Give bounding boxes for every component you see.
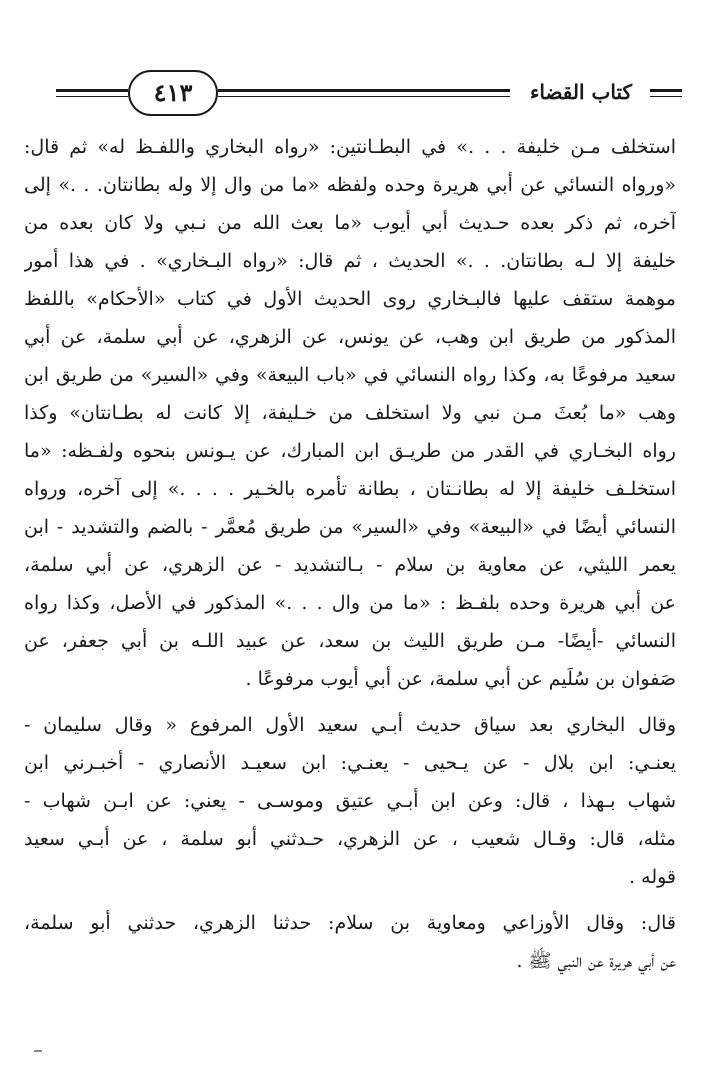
paragraph-1 (24, 128, 676, 698)
text-line: قال: وقال الأوزاعي ومعاوية بن سلام: حدثنا الزهري، حدثني أبو سلمة، (24, 912, 676, 934)
text-line: المذكور من طريق ابن وهب، عن يونس، عن الزهري، عن أبي سلمة، عن أبي (24, 326, 676, 348)
text-line: يعنـي: ابن بلال - عن يـحيى - يعنـي: ابن سعيـد الأنصاري - أخبـرني ابن (24, 752, 676, 774)
page-corner-mark (34, 1050, 42, 1052)
text-line: استخلـف خليفة إلا له بطانـتان ، بطانة تأمره بالخـير . . . .» إلى آخره، ورواه (24, 478, 676, 500)
paragraph-3 (24, 904, 676, 980)
text-line: قوله . (629, 866, 676, 888)
running-header (56, 66, 682, 122)
text-line: موهمة ستقف عليها فالبـخاري روى الحديث الأول في كتاب «الأحكام» باللفظ (24, 288, 676, 310)
text-line: وهب «ما بُعثَ مـن نبي ولا استخلف من خـليفة، إلا كانت له بطـانتان» وكذا (24, 402, 676, 424)
header-rule-middle (218, 89, 510, 97)
text-line: شهاب بـهذا ، قال: وعن ابن أبـي عتيق وموسـى - يعني: عن ابـن شهاب - (24, 790, 676, 812)
paragraph-gap (24, 698, 676, 706)
book-title: كتاب القضاء (529, 80, 633, 104)
text-line: استخلف مـن خليفة . . .» في البطـانتين: «رواه البخاري واللفـظ له» ثم قال: (24, 136, 676, 158)
text-line: يعمر الليثي، عن معاوية بن سلام - بـالتشديد - عن الزهري، عن أبي سلمة، (24, 554, 676, 576)
text-line: النسائي -أيضًا- مـن طريق الليث بن سعد، عن عبيد اللـه بن أبي جعفر، عن (24, 630, 676, 652)
text-line: خليفة إلا لـه بطانتان. . .» الحديث ، ثم قال: «رواه البـخاري» . في هذا أمور (24, 250, 676, 272)
header-rule-left (56, 89, 128, 97)
paragraph-2 (24, 706, 676, 896)
page-body (24, 128, 676, 980)
text-line: رواه البخـاري في القدر من طريـق ابن المبارك، عن يـونس بنحوه ولفـظه: «ما (24, 440, 676, 462)
header-rule-right (650, 89, 682, 97)
text-line: «ورواه النسائي عن أبي هريرة وحده ولفظه «ما من وال إلا وله بطانتان. . .» إلى (24, 174, 676, 196)
text-line: عن أبي هريرة عن النبي ﷺ . (516, 950, 676, 972)
text-line: صَفوان بن سُلَيم عن أبي سلمة، عن أبي أيوب مرفوعًا . (245, 668, 676, 690)
paragraph-gap (24, 896, 676, 904)
page-number: ٤١٣ (128, 70, 218, 116)
text-line: مثله، قال: وقـال شعيب ، عن الزهري، حـدثني أبو سلمة ، عن أبـي سعيد (24, 828, 676, 850)
text-line: عن أبي هريرة وحده بلفـظ : «ما من وال . . .» المذكور في الأصل، وكذا رواه (24, 592, 676, 614)
text-line: وقال البخاري بعد سياق حديث أبـي سعيد الأول المرفوع « وقال سليمان - (24, 714, 676, 736)
text-line: آخره، ثم ذكر بعده حـديث أبي أيوب «ما بعث الله من نـبي ولا كان بعده من (24, 212, 676, 234)
text-line: النسائي أيضًا في «البيعة» وفي «السير» من طريق مُعمَّر - بالضم والتشديد - ابن (24, 516, 676, 538)
text-line: سعيد مرفوعًا به، وكذا رواه النسائي في «باب البيعة» وفي «السير» من طريق ابن (24, 364, 676, 386)
